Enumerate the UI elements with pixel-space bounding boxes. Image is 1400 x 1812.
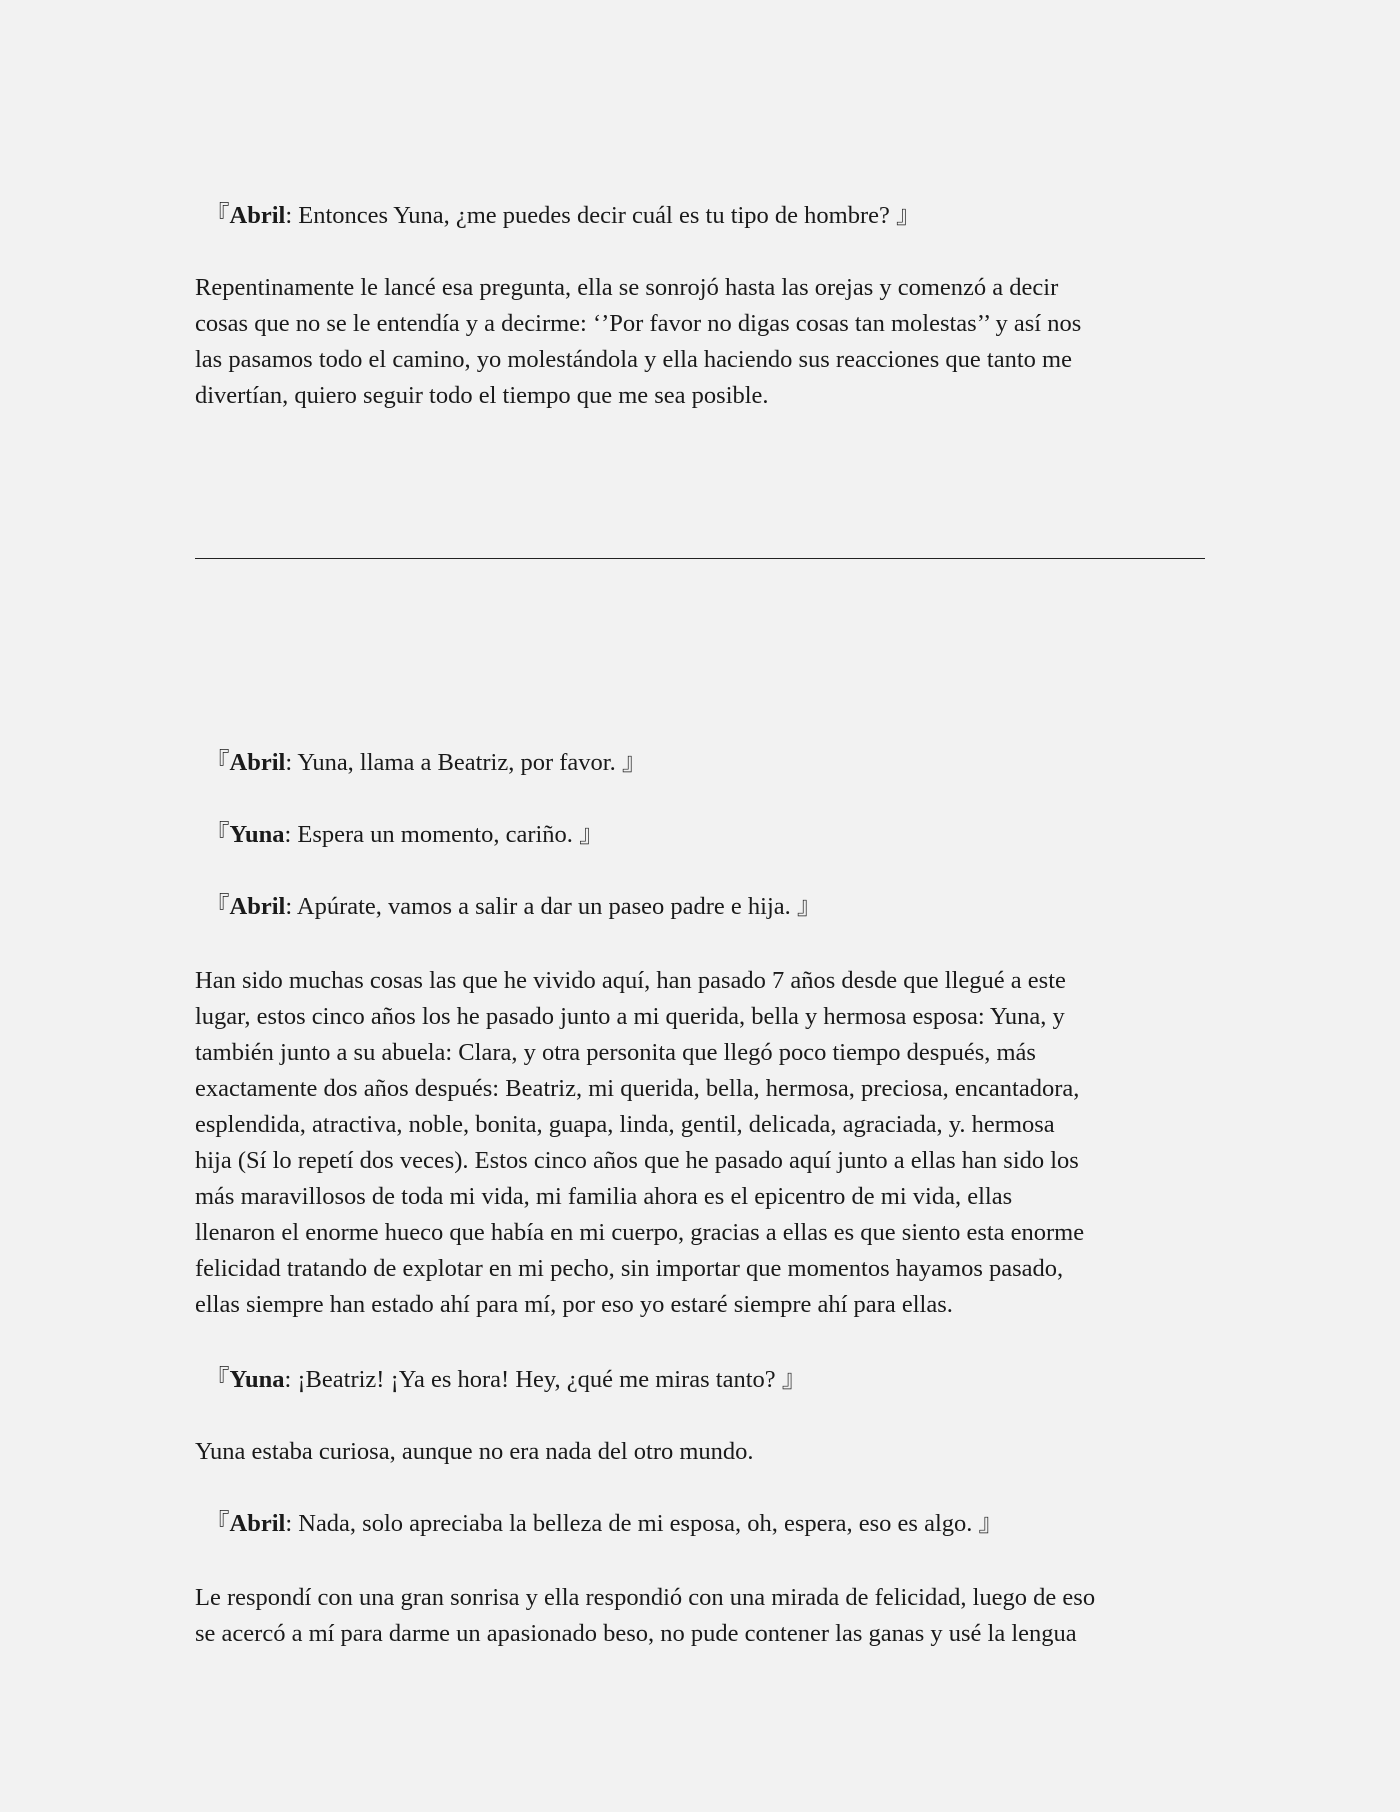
- paragraph-line: cosas que no se le entendía y a decirme: ‘’Por favor no digas cosas tan molestas’’ y así nos: [195, 310, 1082, 337]
- paragraph-line: lugar, estos cinco años los he pasado junto a mi querida, bella y hermosa esposa: Yuna, y: [195, 1003, 1065, 1030]
- close-bracket: 』: [796, 893, 822, 920]
- paragraph-line: divertían, quiero seguir todo el tiempo que me sea posible.: [195, 382, 769, 409]
- open-bracket: 『: [205, 821, 230, 848]
- paragraph-line: las pasamos todo el camino, yo molestándola y ella haciendo sus reacciones que tanto me: [195, 346, 1072, 373]
- paragraph-line: más maravillosos de toda mi vida, mi familia ahora es el epicentro de mi vida, ellas: [195, 1183, 1013, 1210]
- section-divider: [195, 558, 1205, 559]
- paragraph-line: Le respondí con una gran sonrisa y ella respondió con una mirada de felicidad, luego de eso: [195, 1584, 1096, 1611]
- open-bracket: 『: [205, 749, 230, 776]
- dialog-text: : Apúrate, vamos a salir a dar un paseo padre e hija.: [285, 893, 797, 920]
- dialog-line: [205, 745, 646, 781]
- dialog-text: : Espera un momento, cariño.: [284, 821, 580, 848]
- dialog-line: [205, 889, 821, 925]
- dialog-line: [205, 1506, 1003, 1542]
- close-bracket: 』: [579, 821, 604, 848]
- dialog-text: : Nada, solo apreciaba la belleza de mi esposa, oh, espera, eso es algo.: [285, 1510, 979, 1537]
- speaker-name: Abril: [229, 1510, 286, 1537]
- paragraph: [195, 1580, 1205, 1652]
- speaker-name: Abril: [229, 202, 286, 229]
- close-bracket: 』: [978, 1510, 1004, 1537]
- paragraph-line: llenaron el enorme hueco que había en mi cuerpo, gracias a ellas es que siento esta enorme: [195, 1219, 1085, 1246]
- paragraph: [195, 963, 1205, 1323]
- paragraph-line: Han sido muchas cosas las que he vivido aquí, han pasado 7 años desde que llegué a este: [195, 967, 1066, 994]
- paragraph-line: esplendida, atractiva, noble, bonita, guapa, linda, gentil, delicada, agraciada, y. hermosa: [195, 1111, 1055, 1138]
- paragraph: [195, 1434, 1205, 1470]
- dialog-text: : ¡Beatriz! ¡Ya es hora! Hey, ¿qué me miras tanto?: [284, 1366, 782, 1393]
- paragraph-line: ellas siempre han estado ahí para mí, por eso yo estaré siempre ahí para ellas.: [195, 1291, 953, 1318]
- dialog-line: [205, 198, 921, 234]
- speaker-name: Abril: [229, 749, 286, 776]
- open-bracket: 『: [205, 893, 230, 920]
- open-bracket: 『: [205, 1366, 230, 1393]
- speaker-name: Abril: [229, 893, 286, 920]
- open-bracket: 『: [205, 202, 230, 229]
- close-bracket: 』: [781, 1366, 807, 1393]
- open-bracket: 『: [205, 1510, 230, 1537]
- paragraph-line: Yuna estaba curiosa, aunque no era nada del otro mundo.: [195, 1438, 754, 1465]
- dialog-text: : Yuna, llama a Beatriz, por favor.: [285, 749, 622, 776]
- paragraph-line: también junto a su abuela: Clara, y otra personita que llegó poco tiempo después, más: [195, 1039, 1036, 1066]
- paragraph-line: felicidad tratando de explotar en mi pecho, sin importar que momentos hayamos pasado,: [195, 1255, 1064, 1282]
- dialog-line: [205, 1362, 806, 1398]
- dialog-text: : Entonces Yuna, ¿me puedes decir cuál es tu tipo de hombre?: [285, 202, 897, 229]
- speaker-name: Yuna: [229, 1366, 285, 1393]
- paragraph-line: Repentinamente le lancé esa pregunta, ella se sonrojó hasta las orejas y comenzó a decir: [195, 274, 1059, 301]
- close-bracket: 』: [896, 202, 921, 229]
- close-bracket: 』: [621, 749, 647, 776]
- paragraph-line: se acercó a mí para darme un apasionado beso, no pude contener las ganas y usé la lengua: [195, 1620, 1077, 1647]
- paragraph: [195, 270, 1205, 414]
- paragraph-line: exactamente dos años después: Beatriz, mi querida, bella, hermosa, preciosa, encantadora,: [195, 1075, 1080, 1102]
- paragraph-line: hija (Sí lo repetí dos veces). Estos cinco años que he pasado aquí junto a ellas han sido los: [195, 1147, 1079, 1174]
- speaker-name: Yuna: [229, 821, 285, 848]
- dialog-line: [205, 817, 604, 853]
